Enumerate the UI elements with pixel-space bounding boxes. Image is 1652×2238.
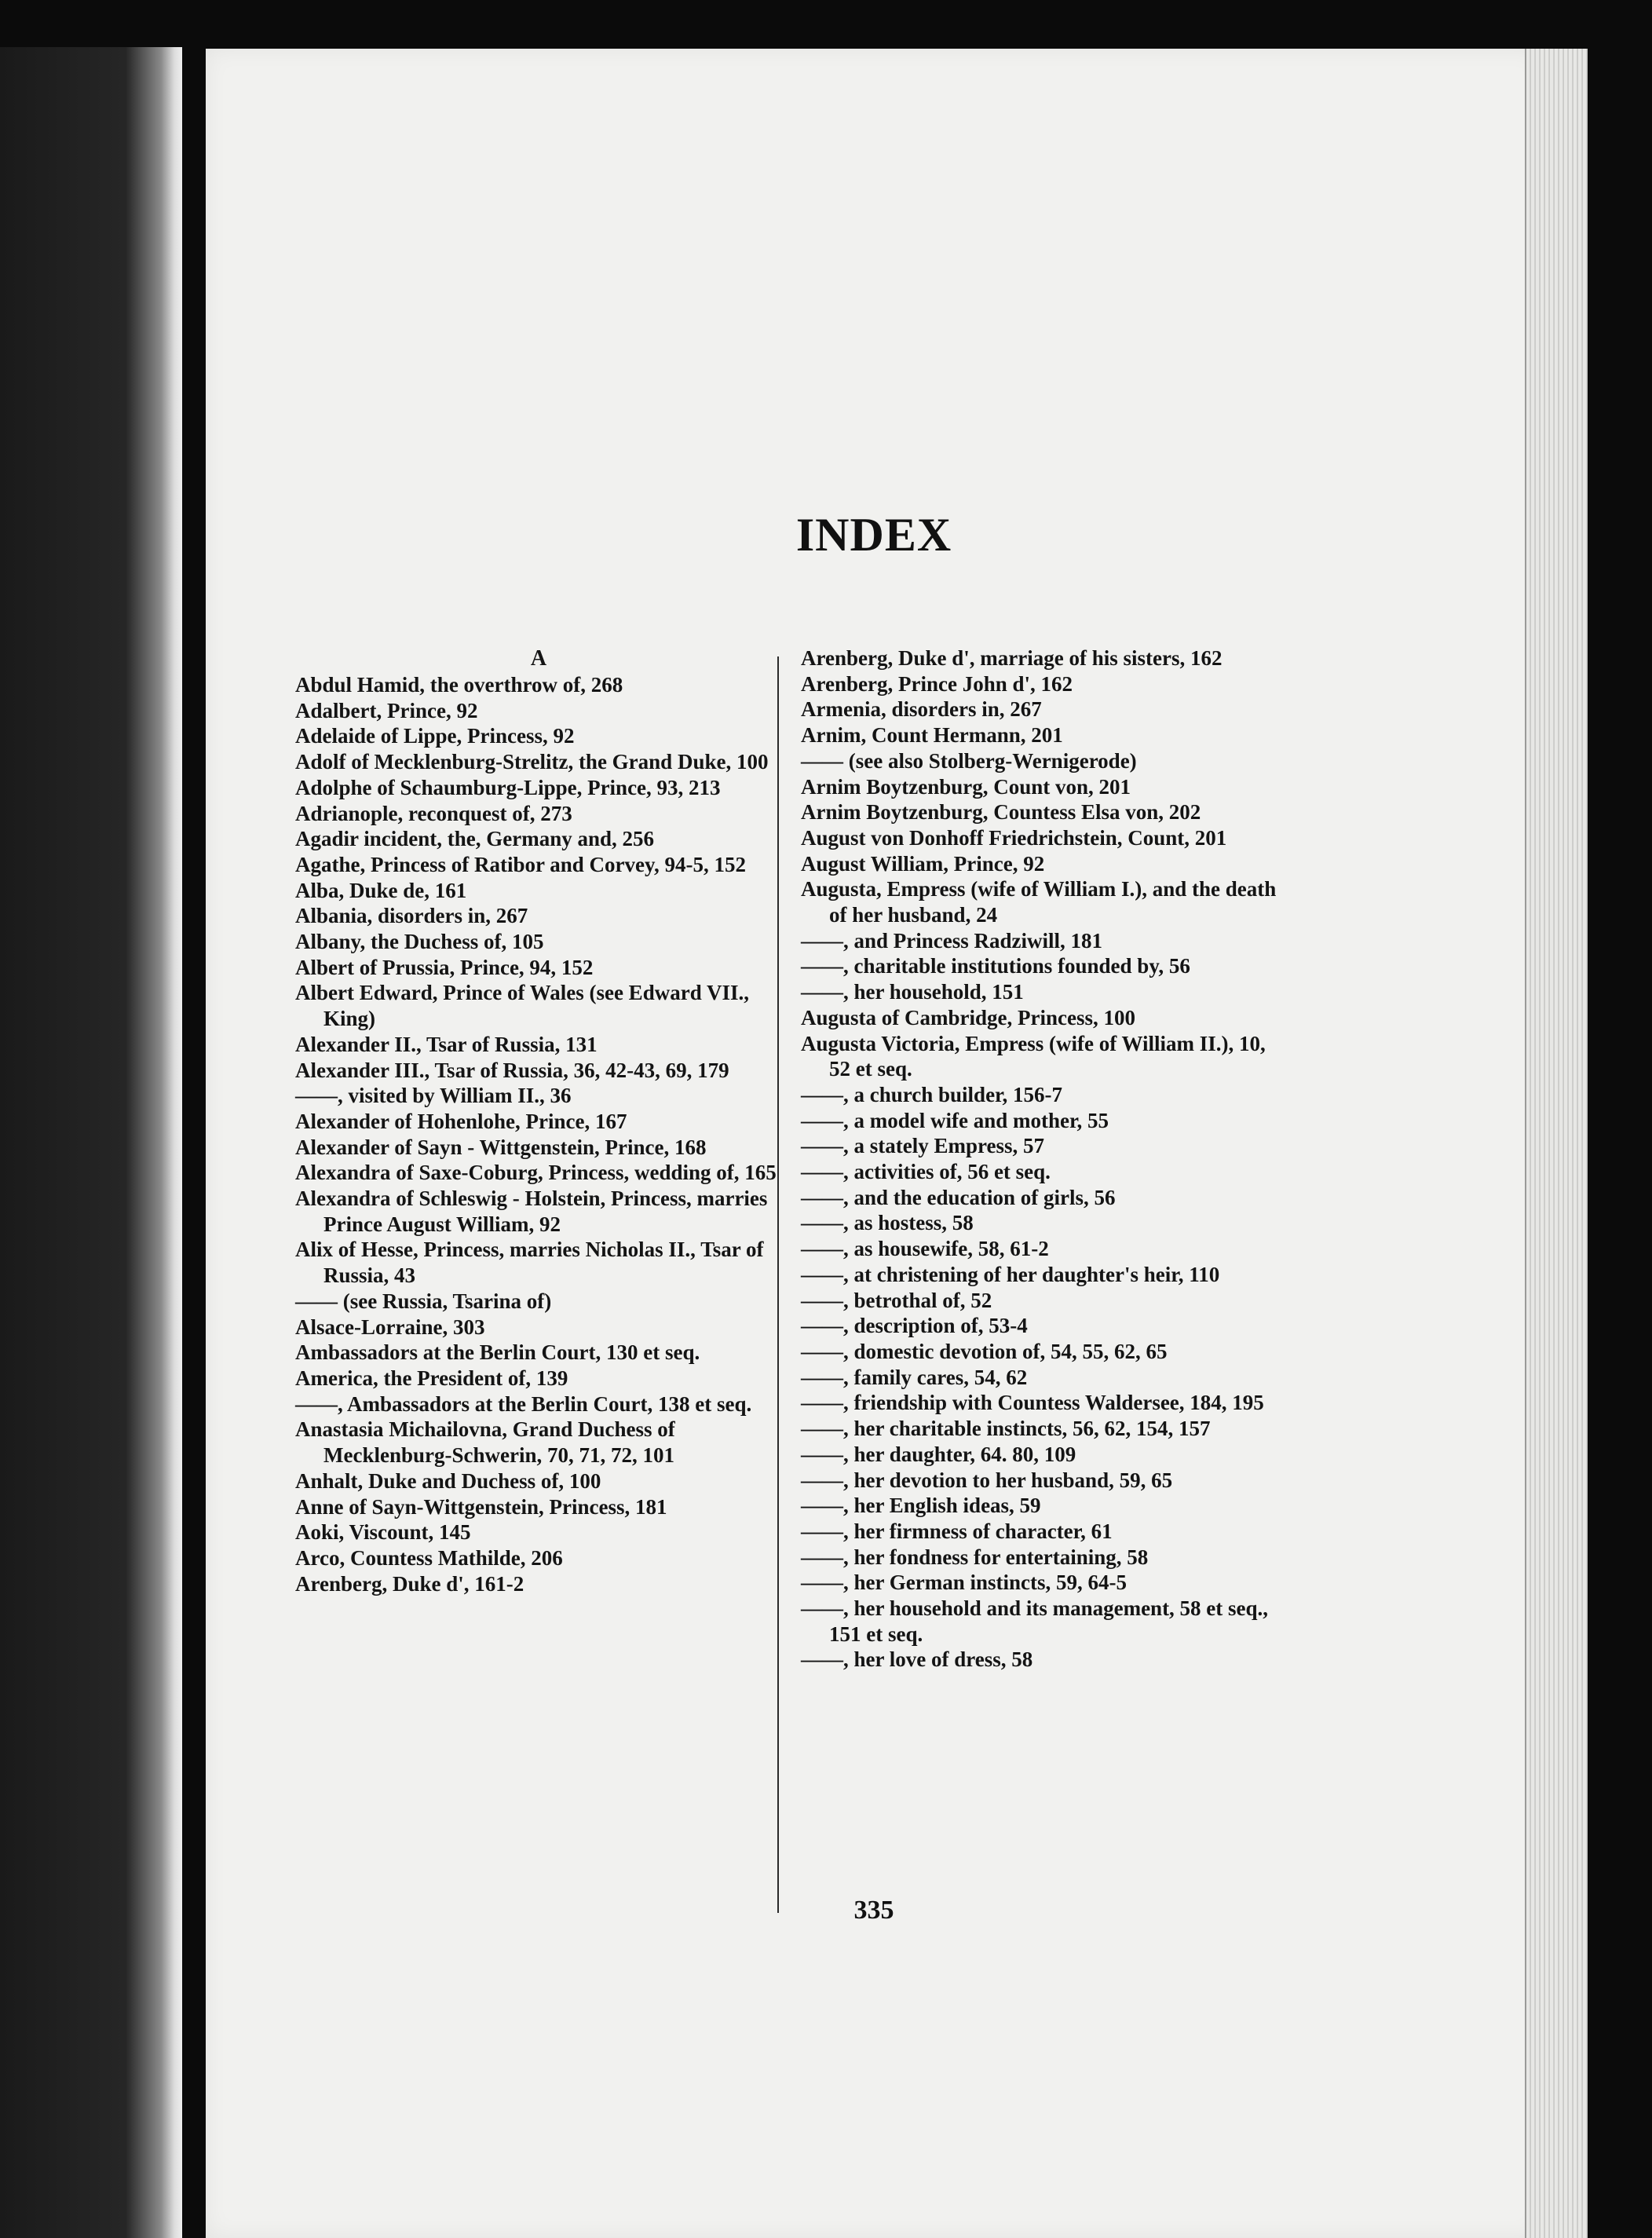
adjacent-page-edge xyxy=(0,47,182,2238)
index-entry: Albert Edward, Prince of Wales (see Edward VII., King) xyxy=(295,981,749,1031)
index-entry: August William, Prince, 92 xyxy=(801,851,1045,876)
index-entry: ——, at christening of her daughter's heir, 110 xyxy=(801,1262,1220,1286)
index-entry: ——, charitable institutions founded by, 56 xyxy=(801,954,1190,978)
index-entry: ——, friendship with Countess Waldersee, 184, 195 xyxy=(801,1391,1264,1415)
left-entry-list xyxy=(295,672,782,1596)
index-entry: ——, her fondness for entertaining, 58 xyxy=(801,1545,1149,1569)
column-divider xyxy=(777,656,779,1913)
index-entry: ——, her German instincts, 59, 64-5 xyxy=(801,1571,1127,1595)
index-entry: ——, her daughter, 64. 80, 109 xyxy=(801,1442,1076,1466)
page-title: INDEX xyxy=(795,509,952,561)
index-entry: Albany, the Duchess of, 105 xyxy=(295,930,544,954)
page-number: 335 xyxy=(853,1896,894,1925)
index-entry: Ambassadors at the Berlin Court, 130 et seq. xyxy=(295,1340,700,1365)
index-entry: Albania, disorders in, 267 xyxy=(295,904,528,928)
index-entry: ——, visited by William II., 36 xyxy=(295,1084,572,1108)
index-entry: Agathe, Princess of Ratibor and Corvey, 94-5, 152 xyxy=(295,852,746,876)
index-entry: Alba, Duke de, 161 xyxy=(295,878,467,902)
index-entry: ——, a stately Empress, 57 xyxy=(801,1134,1044,1158)
index-entry: ——, her household, 151 xyxy=(801,980,1024,1004)
index-entry: Aoki, Viscount, 145 xyxy=(295,1520,471,1545)
index-entry: —— (see Russia, Tsarina of) xyxy=(295,1289,552,1313)
index-entry: Anne of Sayn-Wittgenstein, Princess, 181 xyxy=(295,1494,667,1519)
index-entry: Alsace-Lorraine, 303 xyxy=(295,1315,485,1339)
index-entry: Arnim, Count Hermann, 201 xyxy=(801,723,1063,748)
index-entry: ——, her English ideas, 59 xyxy=(801,1494,1041,1518)
index-entry: Armenia, disorders in, 267 xyxy=(801,697,1042,722)
index-entry: ——, family cares, 54, 62 xyxy=(801,1365,1028,1389)
index-entry: Anastasia Michailovna, Grand Duchess of Mecklenburg-Schwerin, 70, 71, 72, 101 xyxy=(295,1417,675,1468)
index-entry: ——, her firmness of character, 61 xyxy=(801,1519,1113,1543)
index-entry: ——, activities of, 56 et seq. xyxy=(801,1160,1051,1184)
index-entry: ——, a church builder, 156-7 xyxy=(801,1082,1063,1106)
section-letter: A xyxy=(530,646,547,671)
index-column-left xyxy=(295,645,782,1596)
page-stack-edges xyxy=(1525,49,1588,2238)
index-entry: ——, and the education of girls, 56 xyxy=(801,1185,1116,1209)
index-entry: ——, description of, 53-4 xyxy=(801,1314,1028,1338)
index-entry: Anhalt, Duke and Duchess of, 100 xyxy=(295,1468,601,1493)
index-entry: Adolf of Mecklenburg-Strelitz, the Grand Duke, 100 xyxy=(295,750,769,774)
index-entry: Augusta, Empress (wife of William I.), and the death of her husband, 24 xyxy=(801,877,1277,927)
index-entry: ——, as housewife, 58, 61-2 xyxy=(801,1237,1049,1261)
index-entry: ——, her devotion to her husband, 59, 65 xyxy=(801,1468,1173,1492)
index-entry: ——, domestic devotion of, 54, 55, 62, 65 xyxy=(801,1339,1168,1363)
index-entry: Alix of Hesse, Princess, marries Nicholas II., Tsar of Russia, 43 xyxy=(295,1238,764,1288)
index-entry: ——, her household and its management, 58 et seq., 151 et seq. xyxy=(801,1596,1269,1646)
index-entry: August von Donhoff Friedrichstein, Count, 201 xyxy=(801,825,1227,850)
index-entry: Alexander of Hohenlohe, Prince, 167 xyxy=(295,1109,627,1133)
index-entry: Arenberg, Duke d', marriage of his sisters, 162 xyxy=(801,646,1223,670)
index-entry: Adolphe of Schaumburg-Lippe, Prince, 93, 213 xyxy=(295,775,721,799)
index-entry: Arenberg, Prince John d', 162 xyxy=(801,671,1073,696)
index-entry: Adelaide of Lippe, Princess, 92 xyxy=(295,724,575,748)
index-entry: Alexandra of Schleswig - Holstein, Princess, marries Prince August William, 92 xyxy=(295,1187,768,1236)
index-entry: Alexander II., Tsar of Russia, 131 xyxy=(295,1032,598,1056)
index-entry: Arco, Countess Mathilde, 206 xyxy=(295,1545,563,1570)
index-entry: Abdul Hamid, the overthrow of, 268 xyxy=(295,673,623,697)
index-entry: Albert of Prussia, Prince, 94, 152 xyxy=(295,955,594,979)
index-entry: Agadir incident, the, Germany and, 256 xyxy=(295,827,655,851)
index-entry: ——, her charitable instincts, 56, 62, 154, 157 xyxy=(801,1417,1211,1441)
index-entry: America, the President of, 139 xyxy=(295,1366,568,1390)
book-page xyxy=(206,49,1542,2238)
index-entry: Arnim Boytzenburg, Countess Elsa von, 202 xyxy=(801,800,1201,825)
index-entry: —— (see also Stolberg-Wernigerode) xyxy=(801,748,1137,773)
index-entry: Augusta of Cambridge, Princess, 100 xyxy=(801,1005,1135,1029)
index-column-right xyxy=(801,645,1288,1673)
index-entry: Augusta Victoria, Empress (wife of William II.), 10, 52 et seq. xyxy=(801,1031,1266,1081)
index-entry: Alexandra of Saxe-Coburg, Princess, wedding of, 165 xyxy=(295,1161,777,1185)
index-entry: ——, betrothal of, 52 xyxy=(801,1288,992,1312)
index-entry: Alexander III., Tsar of Russia, 36, 42-43, 69, 179 xyxy=(295,1058,729,1082)
index-entry: Arnim Boytzenburg, Count von, 201 xyxy=(801,774,1131,799)
index-entry: Adrianople, reconquest of, 273 xyxy=(295,801,572,825)
index-entry: Alexander of Sayn - Wittgenstein, Prince, 168 xyxy=(295,1135,707,1159)
index-entry: Adalbert, Prince, 92 xyxy=(295,698,478,722)
index-entry: ——, as hostess, 58 xyxy=(801,1211,974,1235)
index-entry: ——, and Princess Radziwill, 181 xyxy=(801,928,1103,953)
index-entry: ——, a model wife and mother, 55 xyxy=(801,1108,1109,1132)
index-entry: Arenberg, Duke d', 161-2 xyxy=(295,1571,524,1596)
right-entry-list xyxy=(801,645,1288,1673)
index-entry: ——, her love of dress, 58 xyxy=(801,1647,1033,1672)
index-entry: ——, Ambassadors at the Berlin Court, 138 et seq. xyxy=(295,1391,752,1416)
